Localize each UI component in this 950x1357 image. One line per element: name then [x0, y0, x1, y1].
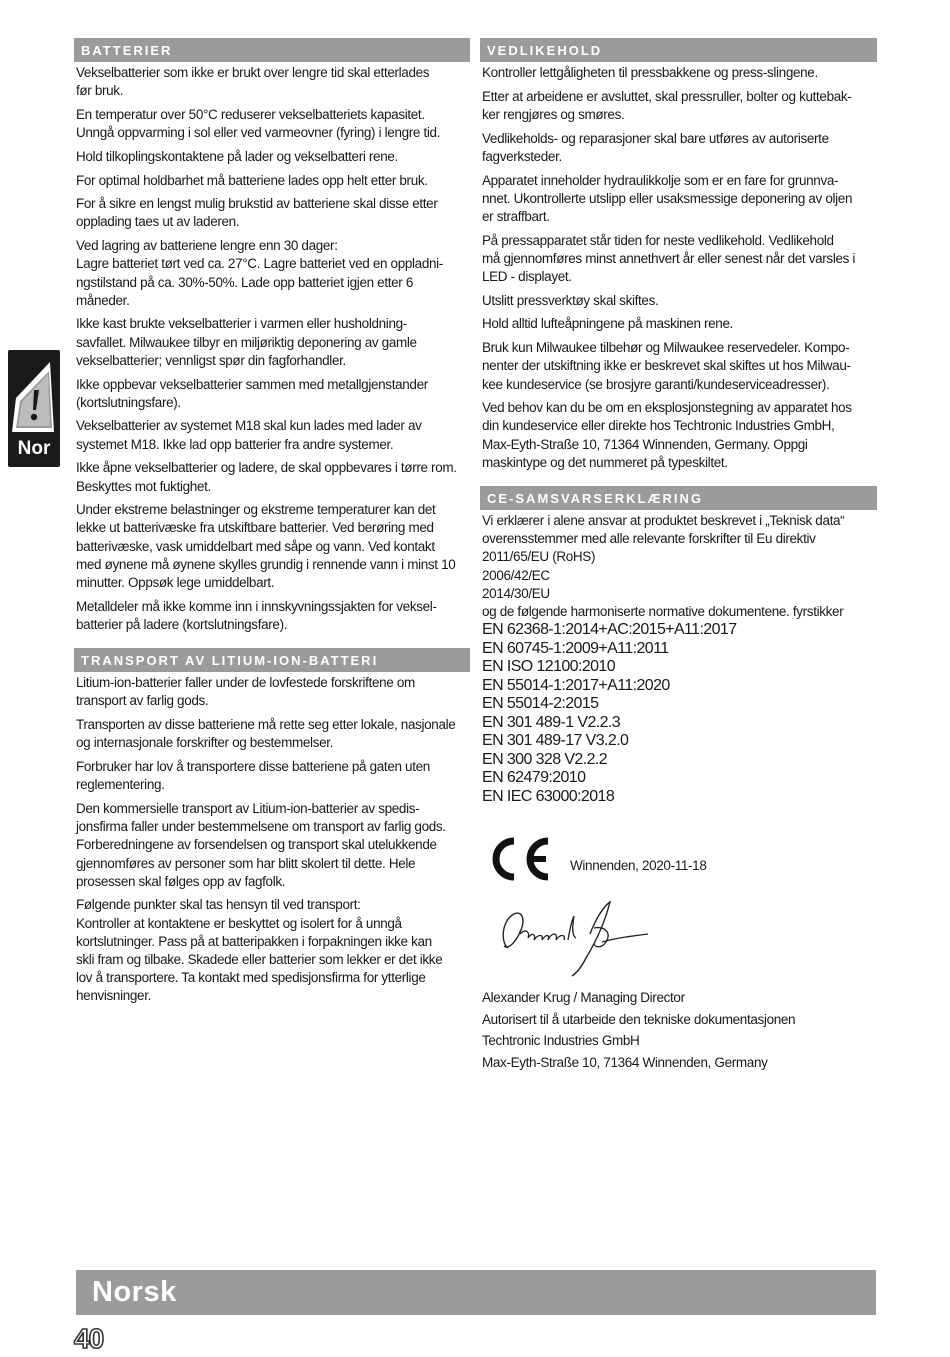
paragraph: Kontroller lettgåligheten til pressbakkene og press-slingene.: [482, 65, 818, 80]
standard-item: EN 62368-1:2014+AC:2015+A11:2017: [482, 621, 737, 639]
paragraph: Apparatet inneholder hydraulikkolje som er en fare for grunnva- nnet. Ukontrollerte utslipp eller usaksmessige deponering av oljen er straffbart.: [482, 172, 853, 224]
signature-icon: [486, 898, 656, 980]
signatory-block: [482, 987, 877, 1073]
right-column: [482, 38, 877, 1073]
warning-icon: [8, 354, 60, 434]
paragraph: Ikke oppbevar vekselbatterier sammen med metallgjenstander (kortslutningsfare).: [76, 376, 428, 410]
paragraph: Bruk kun Milwaukee tilbehør og Milwaukee reservedeler. Kompo- nenter der utskiftning ikke er beskrevet skal skiftes ut hos Milwau- kee kundeservice (se brosjyre garanti/kundeserviceadresser).: [482, 340, 851, 392]
standard-item: EN 300 328 V2.2.2: [482, 750, 608, 768]
ce-intro-line: overensstemmer med alle relevante forskrifter til Eu direktiv: [482, 531, 816, 547]
paragraph: Den kommersielle transport av Litium-ion-batterier av spedis- jonsfirma faller under bestemmelsene om transport av farlig gods. Forberedningene av forsendelsen og transport skal utelukkende gjennomføres av personer som har blitt skolert til dette. Hele prosessen skal følges opp av fagfolk.: [76, 800, 446, 889]
standard-item: EN 60745-1:2009+A11:2011: [482, 639, 669, 657]
paragraph: Metalldeler må ikke komme inn i innskyvningssjakten for veksel- batterier på ladere (kortslutningsfare).: [76, 598, 437, 632]
paragraph: Ved behov kan du be om en eksplosjonstegning av apparatet hos din kundeservice eller direkte hos Techtronic Industries GmbH, Max-Eyth-Straße 10, 71364 Winnenden, Germany. Oppgi maskintype og det nummeret på typeskiltet.: [482, 400, 852, 470]
ce-intro-line: 2006/42/EC: [482, 567, 550, 583]
paragraph: For å sikre en lengst mulig brukstid av batteriene skal disse etter opplading taes ut av laderen.: [76, 196, 438, 230]
paragraph: En temperatur over 50°C reduserer vekselbatteriets kapasitet. Unngå oppvarming i sol eller ved varmeovner (fyring) i lengre tid.: [76, 106, 441, 141]
page-number: 40: [74, 1323, 104, 1354]
standard-item: EN 55014-1:2017+A11:2020: [482, 676, 670, 694]
side-tab-label: Nor: [17, 438, 51, 459]
ce-intro-line: 2014/30/EU: [482, 585, 550, 601]
paragraph: Følgende punkter skal tas hensyn til ved transport: Kontroller at kontaktene er beskyttet og isolert for å unngå kortslutninger. Pass på at batteripakken i forpakningen ikke kan skli fram og tilbake. Skadede eller batterier som lekker er det ikke lov å transportere. Ta kontakt med spedisjonsfirma for ytterlige henvisninger.: [76, 897, 443, 1004]
paragraph: Ikke åpne vekselbatterier og ladere, de skal oppbevares i tørre rom. Beskyttes mot fuktighet.: [76, 460, 457, 494]
standard-item: EN 55014-2:2015: [482, 695, 599, 713]
paragraph: For optimal holdbarhet må batteriene lades opp helt etter bruk.: [76, 172, 428, 188]
footer-title: Norsk: [92, 1276, 177, 1308]
paragraph: Vekselbatterier av systemet M18 skal kun lades med lader av systemet M18. Ikke lad opp batterier fra andre systemer.: [76, 418, 422, 452]
footer-bar: [76, 1270, 876, 1315]
vedlikehold-body: [482, 64, 877, 472]
signatory-line: Alexander Krug / Managing Director: [482, 990, 685, 1006]
paragraph: Under ekstreme belastninger og ekstreme temperaturer kan det lekke ut batterivæske fra utskiftbare batterier. Ved berøring med batterivæske, vask umiddelbart med såpe og vann. Ved kontakt med øynene må øynene skylles grundig i rennende vann i minst 10 minutter. Oppsøk lege umiddelbart.: [76, 502, 456, 591]
signatory-line: Autorisert til å utarbeide den tekniske dokumentasjonen: [482, 1011, 796, 1027]
paragraph: Vekselbatterier som ikke er brukt over lengre tid skal etterlades før bruk.: [76, 65, 430, 99]
batterier-body: [76, 64, 470, 634]
standards-list: [482, 621, 877, 806]
standard-item: EN 62479:2010: [482, 769, 586, 787]
paragraph: Utslitt pressverktøy skal skiftes.: [482, 292, 659, 308]
paragraph: På pressapparatet står tiden for neste vedlikehold. Vedlikehold må gjennomføres minst annethvert år eller senest når det varsles i LED - displayet.: [482, 232, 856, 285]
standard-item: EN ISO 12100:2010: [482, 658, 616, 676]
ce-intro-line: og de følgende harmoniserte normative dokumentene. fyrstikker: [482, 604, 844, 620]
paragraph: Hold tilkoplingskontaktene på lader og vekselbatteri rene.: [76, 148, 398, 164]
signatory-line: Techtronic Industries GmbH: [482, 1033, 640, 1049]
paragraph: Transporten av disse batteriene må rette seg etter lokale, nasjonale og internasjonale forskrifter og bestemmelser.: [76, 717, 456, 751]
ce-intro-line: Vi erklærer i alene ansvar at produktet beskrevet i „Teknisk data“: [482, 513, 845, 529]
standard-item: EN 301 489-1 V2.2.3: [482, 713, 621, 731]
section-heading-ce: CE-SAMSVARSERKLÆRING: [480, 486, 877, 510]
place-date: Winnenden, 2020-11-18: [570, 858, 707, 874]
paragraph: Vedlikeholds- og reparasjoner skal bare utføres av autoriserte fagverksteder.: [482, 130, 829, 164]
transport-body: [76, 674, 470, 1005]
paragraph: Etter at arbeidene er avsluttet, skal pressruller, bolter og kuttebak- ker rengjøres og smøres.: [482, 88, 852, 122]
paragraph: Hold alltid lufteåpningene på maskinen rene.: [482, 316, 734, 332]
section-heading-batterier: BATTERIER: [74, 38, 470, 62]
ce-intro-line: 2011/65/EU (RoHS): [482, 549, 596, 565]
left-column: [76, 38, 470, 1011]
standard-item: EN IEC 63000:2018: [482, 787, 615, 805]
signatory-line: Max-Eyth-Straße 10, 71364 Winnenden, Germany: [482, 1054, 768, 1070]
paragraph: Forbruker har lov å transportere disse batteriene på gaten uten reglementering.: [76, 759, 430, 793]
side-language-tab: [8, 350, 60, 467]
paragraph: Litium-ion-batterier faller under de lovfestede forskriftene om transport av farlig gods.: [76, 675, 415, 709]
standard-item: EN 301 489-17 V3.2.0: [482, 732, 629, 750]
section-heading-transport: TRANSPORT AV LITIUM-ION-BATTERI: [74, 648, 470, 672]
paragraph: Ikke kast brukte vekselbatterier i varmen eller husholdning- savfallet. Milwaukee tilbyr en miljøriktig deponering av gamle vekselbatterier; vennligst spør din fagforhandler.: [76, 316, 417, 368]
section-heading-vedlikehold: VEDLIKEHOLD: [480, 38, 877, 62]
ce-mark-row: [482, 828, 877, 898]
ce-intro: [482, 512, 877, 621]
ce-mark-icon: [486, 836, 552, 882]
paragraph: Ved lagring av batteriene lengre enn 30 dager: Lagre batteriet tørt ved ca. 27°C. Lagre batteriet ved en oppladni- ngstilstand på ca. 30%-50%. Lade opp batteriet igjen etter 6 måneder.: [76, 238, 443, 308]
